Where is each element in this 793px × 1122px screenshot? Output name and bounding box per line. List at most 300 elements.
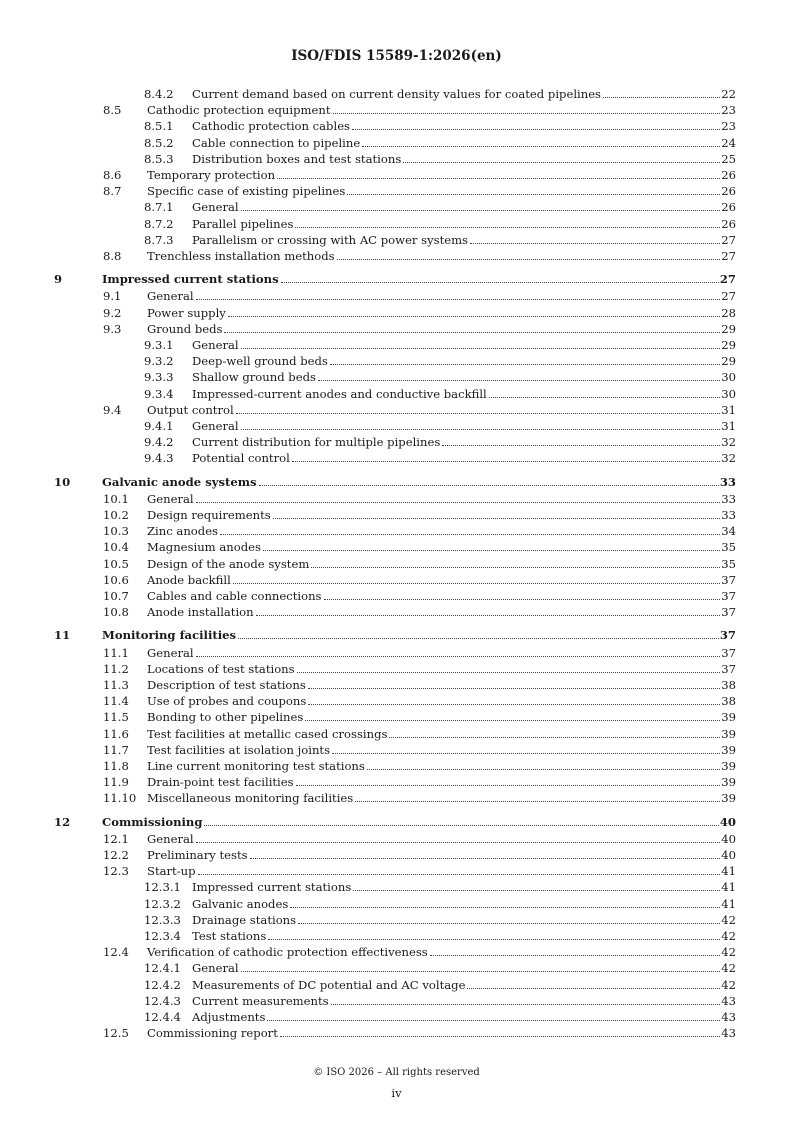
toc-entry-number: 9.2 [103,305,122,320]
toc-entry-page: 24 [721,135,736,150]
toc-entry-page: 37 [721,589,736,603]
toc-entry-title: General [192,419,239,433]
toc-entry-title: Specific case of existing pipelines [147,184,346,199]
toc-entry-page: 34 [721,524,736,539]
toc-entry[interactable] [0,556,793,572]
toc-dot-leader [198,863,721,875]
toc-dot-leader [241,199,721,211]
toc-entry-leader [192,386,736,402]
toc-entry-page: 41 [721,864,736,879]
toc-entry-number: 11.9 [103,775,129,790]
toc-dot-leader [224,321,720,333]
toc-entry-title: Galvanic anodes [192,896,289,911]
toc-entry-page: 29 [721,321,736,336]
toc-dot-leader [470,232,720,244]
toc-entry-leader [147,661,736,677]
toc-entry-page: 37 [721,661,736,676]
toc-entry-title: Shallow ground beds [192,370,316,385]
toc-entry[interactable] [0,402,793,418]
toc-entry-title: Design of the anode system [147,556,310,571]
toc-dot-leader [442,434,720,446]
toc-entry[interactable] [0,151,793,167]
toc-entry[interactable] [0,353,793,369]
toc-entry-title: Line current monitoring test stations [147,759,365,773]
toc-dot-leader [290,896,720,908]
toc-dot-leader [238,627,719,639]
toc-entry[interactable] [0,1025,793,1041]
toc-entry-page: 38 [721,678,736,692]
toc-entry-number: 12.4.4 [144,1010,181,1024]
toc-entry-title: Preliminary tests [147,848,248,862]
toc-entry-page: 37 [721,572,736,587]
toc-dot-leader [196,645,721,657]
toc-entry-leader [192,216,736,232]
toc-dot-leader [355,790,720,802]
toc-entry-page: 32 [721,435,736,450]
toc-entry-leader [147,831,736,847]
toc-dot-leader [318,369,720,381]
toc-entry-number: 9.3.4 [144,386,174,401]
toc-entry-number: 8.4.2 [144,87,174,101]
toc-entry[interactable] [0,369,793,385]
toc-entry-title: General [192,961,239,976]
toc-entry-page: 42 [721,961,736,976]
toc-entry[interactable] [0,604,793,620]
toc-entry-leader [147,645,736,661]
toc-entry-number: 8.5.2 [144,135,174,150]
toc-entry-leader [192,450,736,466]
toc-dot-leader [292,450,720,462]
toc-entry-title: Cable connection to pipeline [192,135,361,150]
toc-entry-leader [192,1009,736,1025]
toc-entry-page: 42 [721,912,736,927]
toc-entry-page: 22 [721,87,736,101]
toc-entry-leader [147,183,736,199]
toc-entry-page: 41 [721,880,736,895]
toc-entry-number: 8.5.1 [144,119,174,134]
toc-entry-page: 43 [721,1026,736,1041]
toc-entry-title: Commissioning [102,814,203,829]
toc-entry-page: 39 [721,742,736,757]
toc-entry-title: Impressed current stations [102,272,279,287]
toc-entry-page: 23 [721,103,736,118]
toc-entry-page: 26 [721,168,736,182]
toc-entry-title: Output control [147,402,234,417]
toc-entry[interactable] [0,86,793,102]
toc-dot-leader [250,847,721,859]
toc-entry-title: General [147,645,194,660]
toc-entry-leader [147,604,736,620]
toc-entry[interactable] [0,572,793,588]
toc-entry-number: 12.1 [103,831,129,846]
toc-dot-leader [333,102,721,114]
toc-entry-title: Drain-point test facilities [147,775,294,790]
toc-entry-leader [192,199,736,215]
toc-dot-leader [228,305,720,317]
toc-entry-title: General [147,289,194,304]
toc-dot-leader [353,879,720,891]
toc-entry-page: 40 [721,831,736,846]
toc-entry[interactable] [0,928,793,944]
toc-entry-page: 40 [719,814,736,829]
toc-entry-number: 8.6 [103,168,122,182]
toc-entry-number: 10.6 [103,572,129,587]
toc-entry-number: 12.2 [103,848,129,862]
toc-entry-title: Anode installation [147,605,254,620]
toc-entry[interactable] [0,434,793,450]
toc-entry-number: 8.7.1 [144,200,174,215]
toc-entry-number: 11.2 [103,661,129,676]
toc-entry-leader [147,507,736,523]
toc-dot-leader [297,661,721,673]
toc-entry-leader [147,847,736,863]
toc-entry-title: Use of probes and coupons [147,694,307,709]
toc-entry-number: 12 [54,814,71,829]
toc-entry[interactable] [0,450,793,466]
toc-entry[interactable] [0,418,793,434]
toc-dot-leader [347,183,720,195]
toc-entry[interactable] [0,305,793,321]
toc-entry[interactable] [0,539,793,555]
toc-entry-number: 10.1 [103,491,129,506]
toc-entry-number: 8.7.2 [144,216,174,231]
toc-entry-leader [147,402,736,418]
toc-entry[interactable] [0,507,793,523]
toc-entry-page: 42 [721,977,736,992]
toc-entry-title: Test stations [192,929,267,943]
toc-entry-title: Monitoring facilities [102,628,237,643]
toc-entry-leader [102,814,736,830]
toc-chapter-entry[interactable] [0,814,793,830]
toc-entry-leader [147,102,736,118]
toc-entry-leader [147,758,736,774]
toc-dot-leader [403,151,720,163]
toc-entry-page: 39 [721,710,736,725]
toc-dot-leader [259,474,719,486]
toc-entry[interactable] [0,709,793,725]
toc-entry-page: 35 [721,556,736,571]
toc-entry-page: 39 [721,726,736,741]
toc-entry-page: 29 [721,338,736,352]
toc-entry-number: 8.5.3 [144,151,174,166]
toc-entry-leader [147,790,736,806]
toc-dot-leader [281,271,719,283]
toc-entry-number: 9.3.3 [144,370,174,385]
toc-entry-title: Potential control [192,451,290,466]
toc-entry-page: 43 [721,993,736,1008]
toc-entry-number: 11.10 [103,791,137,806]
toc-entry[interactable] [0,167,793,183]
toc-entry[interactable] [0,960,793,976]
toc-entry-number: 10.5 [103,556,129,571]
toc-entry-page: 42 [721,929,736,943]
toc-entry-page: 27 [721,289,736,304]
toc-entry-page: 43 [721,1010,736,1024]
toc-entry-leader [192,896,736,912]
toc-entry-leader [102,271,736,287]
toc-entry-page: 27 [721,249,736,263]
toc-entry[interactable] [0,588,793,604]
toc-entry[interactable] [0,1009,793,1025]
toc-entry-leader [192,960,736,976]
toc-entry-title: Bonding to other pipelines [147,710,304,725]
toc-entry-leader [147,572,736,588]
toc-dot-leader [337,248,721,260]
toc-entry-page: 41 [721,896,736,911]
toc-entry-title: Temporary protection [147,168,276,182]
toc-entry-number: 12.4.2 [144,977,181,992]
toc-entry[interactable] [0,790,793,806]
toc-entry-number: 8.5 [103,103,122,118]
toc-dot-leader [220,523,720,535]
toc-entry[interactable] [0,661,793,677]
toc-entry-title: Description of test stations [147,678,306,692]
toc-dot-leader [430,944,720,956]
toc-entry[interactable] [0,774,793,790]
toc-entry-number: 9.3.1 [144,338,174,352]
toc-entry-leader [192,434,736,450]
toc-entry[interactable] [0,896,793,912]
toc-entry-page: 33 [719,474,736,489]
toc-dot-leader [196,491,721,503]
toc-entry-page: 38 [721,694,736,709]
toc-chapter-entry[interactable] [0,627,793,643]
toc-entry-page: 26 [721,200,736,215]
toc-entry-leader [102,627,736,643]
toc-entry[interactable] [0,758,793,774]
toc-entry-number: 8.7.3 [144,232,174,247]
toc-entry-number: 12.4 [103,945,129,960]
toc-entry-number: 11.6 [103,726,129,741]
toc-dot-leader [267,1009,720,1021]
toc-entry[interactable] [0,993,793,1009]
toc-entry-leader [192,86,736,102]
toc-entry[interactable] [0,912,793,928]
toc-entry-page: 29 [721,354,736,369]
toc-entry[interactable] [0,248,793,264]
toc-entry-number: 11.5 [103,710,129,725]
toc-chapter-entry[interactable] [0,474,793,490]
toc-entry[interactable] [0,523,793,539]
toc-entry-title: Zinc anodes [147,524,219,539]
toc-entry[interactable] [0,491,793,507]
toc-entry-leader [147,248,736,264]
toc-entry-leader [147,677,736,693]
toc-entry-page: 31 [721,419,736,433]
toc-entry-number: 10.8 [103,605,129,620]
toc-entry[interactable] [0,742,793,758]
toc-entry-number: 9.3.2 [144,354,174,369]
toc-entry-number: 9.1 [103,289,122,304]
toc-entry-leader [147,693,736,709]
toc-entry-page: 33 [721,508,736,522]
toc-entry-title: Cathodic protection equipment [147,103,331,118]
toc-entry-number: 9.4.3 [144,451,174,466]
toc-dot-leader [241,960,721,972]
toc-entry-page: 31 [721,402,736,417]
footer-page-number: iv [391,1086,402,1100]
toc-dot-leader [298,912,720,924]
toc-entry-title: Test facilities at metallic cased crossings [147,726,388,741]
toc-entry[interactable] [0,677,793,693]
toc-entry[interactable] [0,977,793,993]
toc-entry-title: Adjustments [192,1010,266,1024]
toc-entry-number: 8.8 [103,249,122,263]
toc-entry-title: General [147,491,194,506]
toc-entry[interactable] [0,216,793,232]
toc-entry[interactable] [0,135,793,151]
toc-entry[interactable] [0,288,793,304]
toc-dot-leader [204,814,718,826]
toc-entry-leader [102,474,736,490]
toc-entry-page: 40 [721,848,736,862]
toc-entry-number: 11.1 [103,645,129,660]
toc-entry-leader [147,321,736,337]
toc-dot-leader [277,167,720,179]
toc-entry-leader [147,1025,736,1041]
toc-entry[interactable] [0,831,793,847]
toc-entry-number: 12.3.2 [144,896,181,911]
toc-entry-page: 35 [721,540,736,555]
toc-dot-leader [362,135,720,147]
toc-entry-number: 11 [54,628,71,643]
toc-dot-leader [305,709,720,721]
toc-entry-page: 28 [721,305,736,320]
toc-entry-title: Commissioning report [147,1026,278,1041]
toc-entry[interactable] [0,726,793,742]
toc-dot-leader [324,588,721,600]
toc-entry-page: 39 [721,791,736,806]
toc-entry-title: Deep-well ground beds [192,354,328,369]
toc-entry-page: 26 [721,216,736,231]
toc-dot-leader [603,86,720,98]
toc-entry-title: Current measurements [192,993,329,1008]
toc-entry[interactable] [0,232,793,248]
toc-entry-number: 9.4 [103,402,122,417]
toc-dot-leader [467,977,720,989]
toc-dot-leader [263,539,720,551]
toc-entry-leader [147,523,736,539]
toc-entry[interactable] [0,118,793,134]
toc-entry-number: 11.8 [103,759,129,773]
toc-entry[interactable] [0,386,793,402]
toc-dot-leader [256,604,721,616]
toc-entry-leader [147,539,736,555]
toc-entry-leader [147,305,736,321]
toc-dot-leader [280,1025,720,1037]
toc-dot-leader [233,572,720,584]
toc-entry-title: Galvanic anode systems [102,474,257,489]
toc-entry-title: Start-up [147,864,196,879]
toc-entry-number: 12.3.1 [144,880,181,895]
toc-entry-title: General [147,831,194,846]
toc-dot-leader [295,216,720,228]
toc-entry-leader [192,151,736,167]
toc-dot-leader [352,118,720,130]
toc-entry-number: 11.4 [103,694,129,709]
toc-dot-leader [311,556,720,568]
toc-entry[interactable] [0,863,793,879]
toc-entry-page: 37 [719,628,736,643]
toc-chapter-entry[interactable] [0,271,793,287]
toc-entry-number: 9 [54,272,63,287]
toc-entry-leader [192,232,736,248]
toc-entry[interactable] [0,337,793,353]
toc-entry-leader [147,167,736,183]
toc-entry-number: 12.3 [103,864,129,879]
toc-entry-leader [192,369,736,385]
toc-entry-number: 10.7 [103,589,129,603]
toc-entry[interactable] [0,199,793,215]
toc-dot-leader [389,726,720,738]
toc-entry[interactable] [0,645,793,661]
toc-dot-leader [241,418,721,430]
toc-entry-number: 10.3 [103,524,129,539]
toc-entry[interactable] [0,321,793,337]
toc-entry-title: General [192,200,239,215]
toc-entry-number: 8.7 [103,184,122,199]
toc-entry-title: Verification of cathodic protection effectiveness [147,945,428,960]
toc-entry-title: Parallelism or crossing with AC power systems [192,232,469,247]
toc-entry[interactable] [0,847,793,863]
toc-entry-title: Trenchless installation methods [147,249,335,263]
toc-dot-leader [331,993,721,1005]
toc-entry-number: 10 [54,474,71,489]
toc-entry-title: Current demand based on current density values for coated pipelines [192,87,602,101]
toc-entry-number: 10.4 [103,540,129,555]
toc-entry-leader [192,912,736,928]
toc-dot-leader [268,928,720,940]
toc-dot-leader [489,386,720,398]
toc-entry-page: 33 [721,491,736,506]
toc-dot-leader [308,677,720,689]
toc-entry[interactable] [0,183,793,199]
toc-entry[interactable] [0,102,793,118]
toc-entry-number: 9.4.1 [144,419,174,433]
toc-entry-title: Test facilities at isolation joints [147,742,331,757]
toc-entry-number: 12.5 [103,1026,129,1041]
toc-entry-page: 27 [719,272,736,287]
toc-entry-title: Impressed current stations [192,880,352,895]
toc-entry-title: Cathodic protection cables [192,119,350,134]
toc-entry-page: 25 [721,151,736,166]
toc-entry-leader [192,353,736,369]
toc-entry-page: 37 [721,645,736,660]
toc-entry-leader [147,588,736,604]
toc-entry-title: Drainage stations [192,912,297,927]
toc-dot-leader [367,758,720,770]
toc-dot-leader [308,693,720,705]
toc-entry-leader [192,993,736,1009]
toc-dot-leader [196,831,721,843]
toc-entry-number: 11.7 [103,742,129,757]
toc-entry-leader [147,556,736,572]
toc-entry-leader [192,118,736,134]
toc-dot-leader [332,742,720,754]
toc-entry-page: 32 [721,451,736,466]
toc-entry-page: 42 [721,945,736,960]
toc-entry[interactable] [0,944,793,960]
toc-entry-number: 12.4.1 [144,961,181,976]
toc-entry-title: Power supply [147,305,226,320]
toc-entry-leader [147,726,736,742]
toc-entry-title: General [192,338,239,352]
toc-entry-title: Magnesium anodes [147,540,261,555]
footer-copyright: © ISO 2026 – All rights reserved [313,1067,480,1078]
toc-entry[interactable] [0,879,793,895]
toc-entry-title: Measurements of DC potential and AC voltage [192,977,466,992]
toc-entry[interactable] [0,693,793,709]
